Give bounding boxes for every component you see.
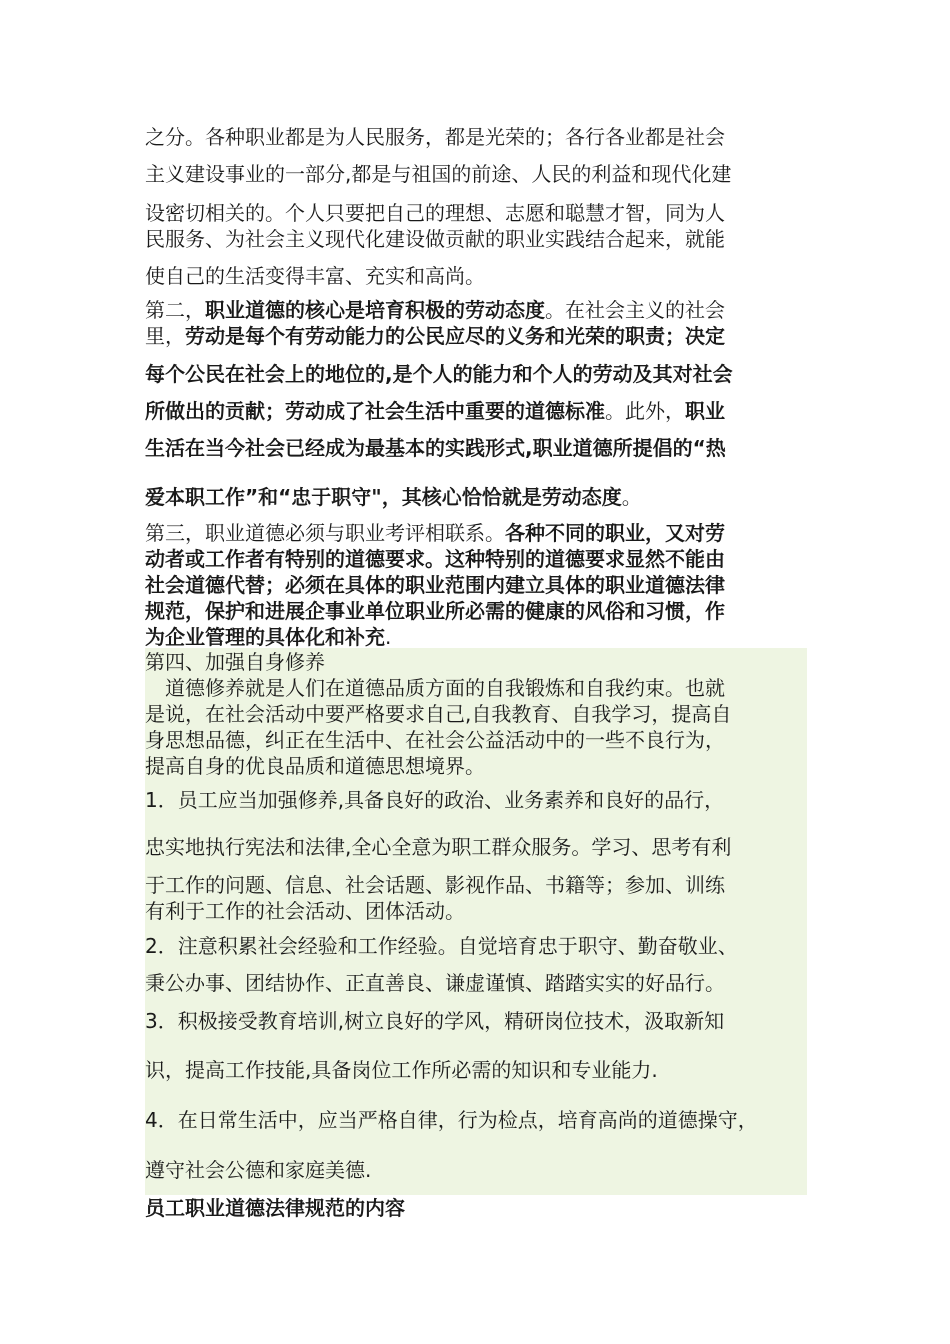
paragraph-line bbox=[145, 323, 725, 349]
paragraph-line: 是说，在社会活动中要严格要求自己,自我教育、自我学习，提高自 bbox=[145, 702, 732, 726]
bold-phrase: 职业道德的核心是培育积极的劳动态度 bbox=[205, 298, 545, 322]
plain-phrase: . bbox=[385, 625, 392, 649]
plain-phrase: 。在社会主义的社会 bbox=[545, 298, 725, 322]
paragraph-line: 主义建设事业的一部分,都是与祖国的前途、人民的利益和现代化建 bbox=[145, 162, 732, 186]
list-item-line: 1．员工应当加强修养,具备良好的政治、业务素养和良好的品行， bbox=[145, 788, 725, 812]
paragraph-line bbox=[145, 297, 725, 323]
paragraph-line: 道德修养就是人们在道德品质方面的自我锻炼和自我约束。也就 bbox=[145, 676, 725, 700]
paragraph-line: 生活在当今社会已经成为最基本的实践形式,职业道德所提倡的“热 bbox=[145, 436, 726, 460]
bold-phrase: 各种不同的职业，又对劳 bbox=[505, 521, 725, 545]
list-item-line: 2．注意积累社会经验和工作经验。自觉培育忠于职守、勤奋敬业、 bbox=[145, 934, 738, 958]
plain-phrase: 。 bbox=[621, 485, 642, 509]
paragraph-line: 规范，保护和进展企事业单位职业所必需的健康的风俗和习惯，作 bbox=[145, 599, 725, 623]
list-item-line: 忠实地执行宪法和法律,全心全意为职工群众服务。学习、思考有利 bbox=[145, 835, 732, 859]
list-item-line: 4．在日常生活中，应当严格自律，行为检点，培育高尚的道德操守， bbox=[145, 1108, 758, 1132]
paragraph-line: 使自己的生活变得丰富、充实和高尚。 bbox=[145, 264, 485, 288]
paragraph-line bbox=[145, 520, 725, 546]
list-item-line: 3．积极接受教育培训,树立良好的学风，精研岗位技术，汲取新知 bbox=[145, 1009, 725, 1033]
paragraph-line bbox=[145, 624, 391, 650]
bold-phrase: 所做出的贡献；劳动成了社会生活中重要的道德标准 bbox=[145, 399, 605, 423]
bold-phrase: 劳动是每个有劳动能力的公民应尽的义务和光荣的职责；决定 bbox=[185, 324, 725, 348]
section-heading: 第四、加强自身修养 bbox=[145, 650, 325, 674]
plain-phrase: 第三，职业道德必须与职业考评相联系。 bbox=[145, 521, 505, 545]
plain-phrase: 。此外， bbox=[605, 399, 685, 423]
list-item-line: 秉公办事、团结协作、正直善良、谦虚谨慎、踏踏实实的好品行。 bbox=[145, 971, 725, 995]
bold-phrase: 爱本职工作”和“忠于职守"，其核心恰恰就是劳动态度 bbox=[145, 485, 622, 509]
paragraph-line: 提高自身的优良品质和道德思想境界。 bbox=[145, 754, 485, 778]
paragraph-line: 设密切相关的。个人只要把自己的理想、志愿和聪慧才智，同为人 bbox=[145, 201, 725, 225]
paragraph-line: 身思想品德，纠正在生活中、在社会公益活动中的一些不良行为， bbox=[145, 728, 725, 752]
bold-phrase: 职业 bbox=[685, 399, 725, 423]
paragraph-line bbox=[145, 484, 642, 510]
paragraph-line: 社会道德代替；必须在具体的职业范围内建立具体的职业道德法律 bbox=[145, 573, 725, 597]
paragraph-line: 动者或工作者有特别的道德要求。这种特别的道德要求显然不能由 bbox=[145, 547, 725, 571]
paragraph-line: 民服务、为社会主义现代化建设做贡献的职业实践结合起来，就能 bbox=[145, 227, 725, 251]
list-item-line: 识，提高工作技能,具备岗位工作所必需的知识和专业能力. bbox=[145, 1058, 658, 1082]
list-item-line: 于工作的问题、信息、社会话题、影视作品、书籍等；参加、训练 bbox=[145, 873, 725, 897]
section-heading: 员工职业道德法律规范的内容 bbox=[145, 1196, 405, 1220]
list-item-line: 有利于工作的社会活动、团体活动。 bbox=[145, 899, 465, 923]
plain-phrase: 里， bbox=[145, 324, 185, 348]
bold-phrase: 为企业管理的具体化和补充 bbox=[145, 625, 385, 649]
paragraph-line: 之分。各种职业都是为人民服务，都是光荣的；各行各业都是社会 bbox=[145, 125, 725, 149]
paragraph-line bbox=[145, 398, 725, 424]
list-item-line: 遵守社会公德和家庭美德. bbox=[145, 1158, 372, 1182]
section-label: 第二， bbox=[145, 298, 205, 322]
paragraph-line: 每个公民在社会上的地位的,是个人的能力和个人的劳动及其对社会 bbox=[145, 362, 733, 386]
